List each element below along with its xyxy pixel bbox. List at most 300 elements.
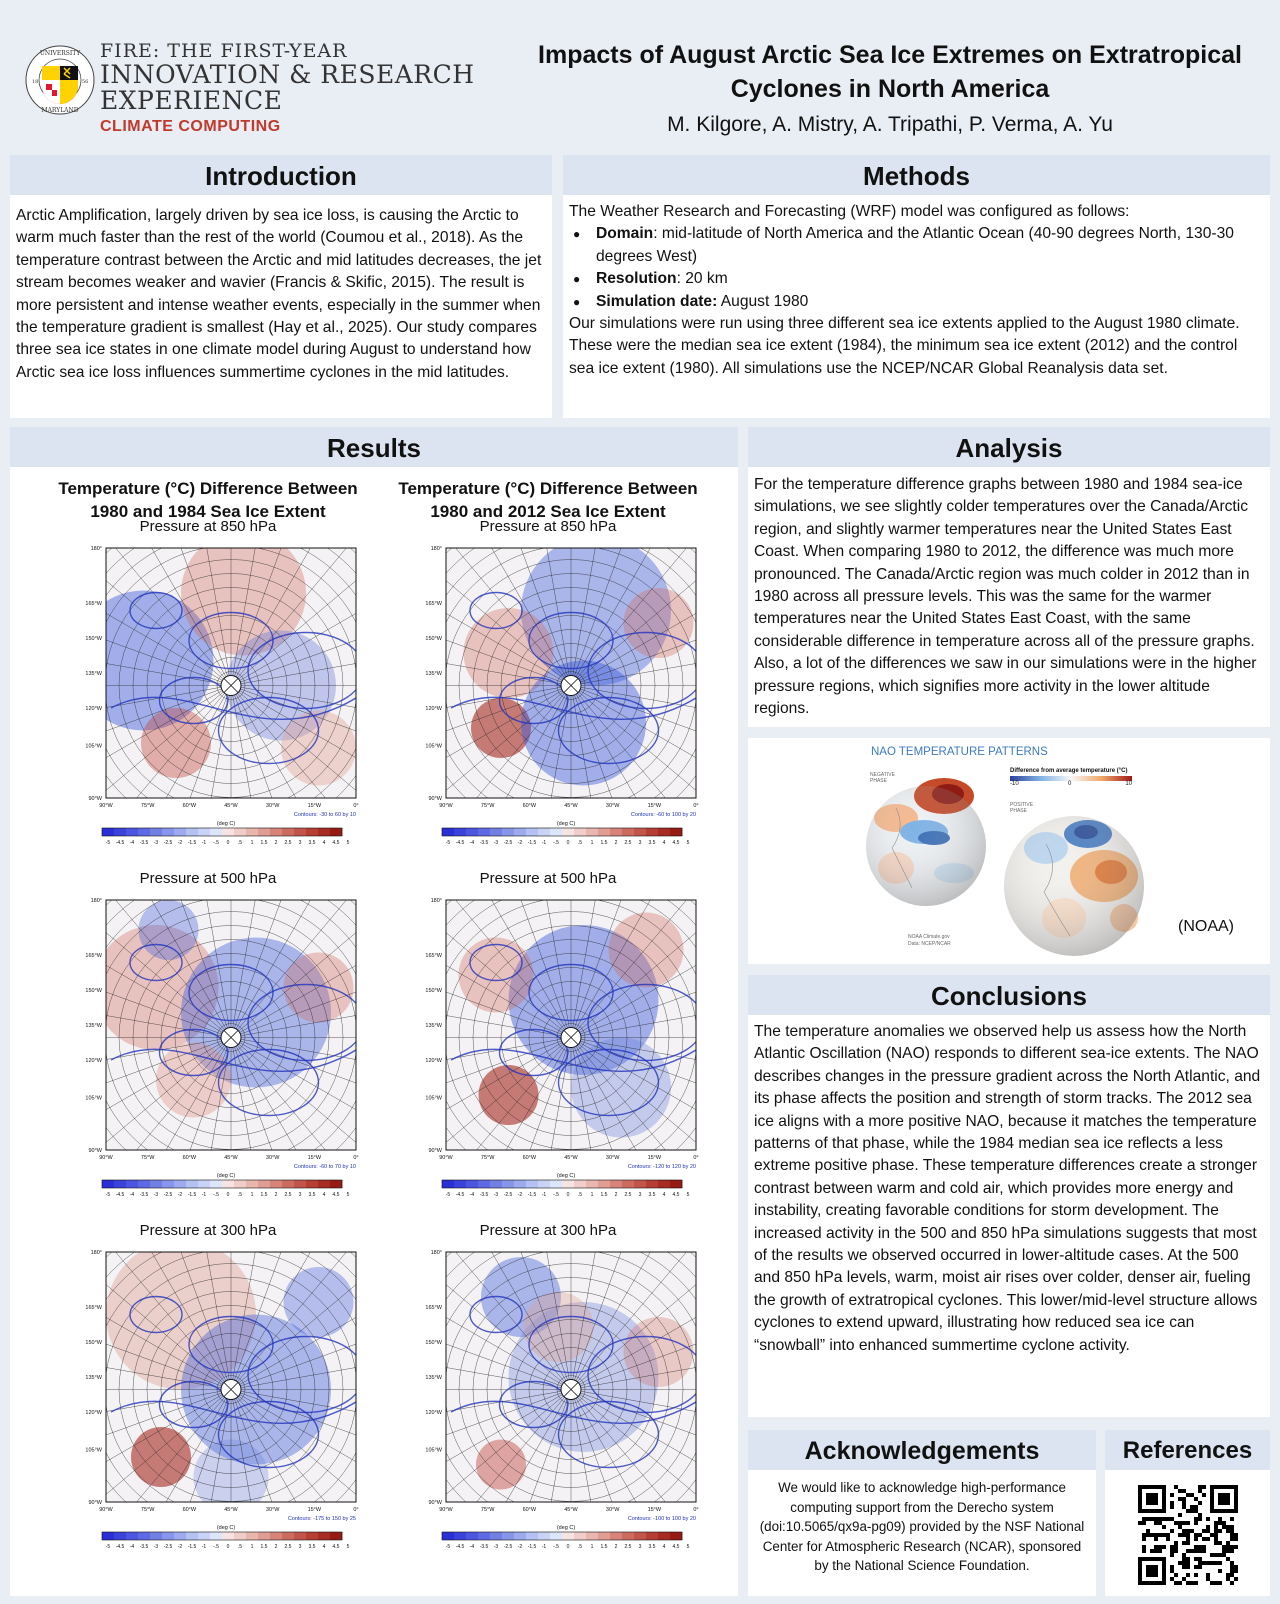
colorbar-tick-label: .5 xyxy=(237,1544,243,1550)
colorbar-swatch xyxy=(246,1532,258,1540)
colorbar-swatch xyxy=(562,1180,574,1188)
colorbar-tick-label: -4.5 xyxy=(115,1192,125,1198)
longitude-tick-label: 0° xyxy=(353,803,359,809)
latitude-tick-label: 120°W xyxy=(425,1410,442,1416)
colorbar-swatch xyxy=(318,1532,330,1540)
bullet-text: : 20 km xyxy=(676,270,728,288)
colorbar-swatch xyxy=(466,1180,478,1188)
latitude-tick-label: 135°W xyxy=(85,1023,102,1029)
colorbar-tick-label: 5 xyxy=(686,1544,690,1550)
colorbar-swatch xyxy=(670,1532,682,1540)
colorbar-swatch xyxy=(586,1532,598,1540)
latitude-tick-label: 120°W xyxy=(425,706,442,712)
latitude-tick-label: 90°W xyxy=(428,796,442,802)
latitude-tick-label: 180° xyxy=(90,546,102,552)
pressure-level-title: Pressure at 850 hPa xyxy=(479,518,617,535)
colorbar-swatch xyxy=(174,828,186,836)
colorbar-tick-label: -2 xyxy=(517,1192,523,1198)
temperature-difference-map xyxy=(70,1246,360,1550)
longitude-tick-label: 75°W xyxy=(140,1155,155,1161)
colorbar-swatch xyxy=(186,1532,198,1540)
colorbar-swatch xyxy=(258,828,270,836)
colorbar-swatch xyxy=(574,1532,586,1540)
colorbar-unit-label: (deg C) xyxy=(556,821,576,827)
nao-credit-1: NOAA Climate.gov xyxy=(908,934,950,940)
colorbar-tick-label: 1.5 xyxy=(600,1544,608,1550)
colorbar-swatch xyxy=(658,828,670,836)
longitude-tick-label: 15°W xyxy=(307,803,322,809)
colorbar-swatch xyxy=(514,828,526,836)
colorbar-tick-label: 5 xyxy=(686,1192,690,1198)
pressure-level-title: Pressure at 850 hPa xyxy=(139,518,277,535)
colorbar-swatch xyxy=(526,1180,538,1188)
colorbar-tick-label: -2.5 xyxy=(163,840,173,846)
longitude-tick-label: 60°W xyxy=(182,803,197,809)
longitude-tick-label: 90°W xyxy=(99,1155,113,1161)
colorbar-swatch xyxy=(562,1532,574,1540)
map-svg xyxy=(70,1246,360,1550)
colorbar-tick-label: 2 xyxy=(614,1544,618,1550)
colorbar-tick-label: 0 xyxy=(226,1544,230,1550)
colorbar-swatch xyxy=(198,1532,210,1540)
colorbar-swatch xyxy=(610,1180,622,1188)
references-qr-code[interactable] xyxy=(1138,1485,1238,1585)
colorbar-swatch xyxy=(306,1180,318,1188)
conclusions-panel xyxy=(748,975,1270,1417)
contour-interval-label: Contours: -30 to 60 by 10 xyxy=(293,812,356,818)
colorbar-tick-label: 1.5 xyxy=(260,1544,268,1550)
colorbar-swatch xyxy=(442,1532,454,1540)
longitude-tick-label: 75°W xyxy=(140,803,155,809)
latitude-tick-label: 135°W xyxy=(425,671,442,677)
analysis-heading: Analysis xyxy=(748,427,1270,467)
colorbar-tick-label: 2.5 xyxy=(284,1192,292,1198)
methods-bullet xyxy=(569,223,1264,268)
longitude-tick-label: 15°W xyxy=(647,1507,662,1513)
colorbar-swatch xyxy=(622,1180,634,1188)
latitude-tick-label: 165°W xyxy=(425,1305,442,1311)
colorbar-unit-label: (deg C) xyxy=(556,1525,576,1531)
colorbar-swatch xyxy=(306,1532,318,1540)
colorbar-swatch xyxy=(330,1180,342,1188)
colorbar-tick-label: 1 xyxy=(590,840,594,846)
pressure-level-title: Pressure at 300 hPa xyxy=(139,1222,277,1239)
colorbar-swatch xyxy=(490,1532,502,1540)
colorbar-tick-label: -2.5 xyxy=(503,1544,513,1550)
latitude-tick-label: 120°W xyxy=(85,1410,102,1416)
poster-title xyxy=(520,38,1260,106)
latitude-tick-label: 105°W xyxy=(85,1095,102,1102)
colorbar-tick-label: 3 xyxy=(638,840,642,846)
colorbar-tick-label: -1.5 xyxy=(527,1192,537,1198)
map-svg xyxy=(410,1246,700,1550)
colorbar-tick-label: .5 xyxy=(577,1544,583,1550)
colorbar-swatch xyxy=(466,828,478,836)
colorbar-tick-label: -3 xyxy=(153,1192,159,1198)
colorbar-tick-label: 4.5 xyxy=(332,1544,340,1550)
colorbar-tick-label: -4.5 xyxy=(455,1544,465,1550)
colorbar-tick-label: -5 xyxy=(445,1192,451,1198)
colorbar-tick-label: -2.5 xyxy=(163,1544,173,1550)
colorbar-tick-label: 5 xyxy=(346,840,350,846)
latitude-tick-label: 90°W xyxy=(88,796,102,802)
colorbar-unit-label: (deg C) xyxy=(556,1173,576,1179)
nao-figure-title: NAO TEMPERATURE PATTERNS xyxy=(871,746,1048,758)
colorbar-swatch xyxy=(162,828,174,836)
colorbar-swatch xyxy=(502,828,514,836)
colorbar-unit-label: (deg C) xyxy=(216,1173,236,1179)
colorbar-swatch xyxy=(138,828,150,836)
colorbar-tick-label: 5 xyxy=(346,1192,350,1198)
colorbar-swatch xyxy=(502,1180,514,1188)
longitude-tick-label: 60°W xyxy=(522,803,537,809)
longitude-tick-label: 15°W xyxy=(307,1155,322,1161)
acknowledgements-body: We would like to acknowledge high-performance computing support from the Derecho system (doi:10.5065/qx9a-pg09) provided by the NSF National Center for Atmospheric Research (NCAR), sponsored by the National Science Foundation. xyxy=(759,1480,1085,1574)
program-logo-text xyxy=(100,40,475,114)
colorbar-swatch xyxy=(162,1180,174,1188)
colorbar-tick-label: -4 xyxy=(469,1192,475,1198)
colorbar-swatch xyxy=(610,828,622,836)
introduction-panel xyxy=(10,155,552,418)
longitude-tick-label: 75°W xyxy=(480,803,495,809)
colorbar-tick-label: 4.5 xyxy=(332,840,340,846)
colorbar-tick-label: 1 xyxy=(590,1192,594,1198)
colorbar-tick-label: -1 xyxy=(201,1192,207,1198)
temperature-difference-map xyxy=(410,1246,700,1550)
bullet-text: August 1980 xyxy=(717,292,809,310)
colorbar-tick-label: -.5 xyxy=(213,1192,219,1198)
colorbar-tick-label: 4 xyxy=(322,1192,326,1198)
colorbar-tick-label: 4.5 xyxy=(332,1192,340,1198)
map-svg xyxy=(70,542,360,846)
colorbar-tick-label: -1.5 xyxy=(187,1192,197,1198)
colorbar-tick-label: .5 xyxy=(577,1192,583,1198)
contour-interval-label: Contours: -175 to 150 by 25 xyxy=(287,1516,356,1522)
colorbar-swatch xyxy=(174,1532,186,1540)
contour-interval-label: Contours: -60 to 100 by 20 xyxy=(630,812,696,818)
methods-bullet-list xyxy=(569,223,1264,313)
nao-negative-label: NEGATIVE PHASE xyxy=(870,772,895,784)
colorbar-swatch xyxy=(454,1532,466,1540)
colorbar-swatch xyxy=(634,828,646,836)
contour-interval-label: Contours: -100 to 100 by 20 xyxy=(627,1516,696,1522)
colorbar-tick-label: -1.5 xyxy=(187,1544,197,1550)
colorbar-tick-label: -4 xyxy=(469,840,475,846)
colorbar-swatch xyxy=(622,1532,634,1540)
colorbar-tick-label: 2 xyxy=(614,1192,618,1198)
map-svg xyxy=(410,894,700,1198)
longitude-tick-label: 0° xyxy=(353,1507,359,1513)
longitude-tick-label: 60°W xyxy=(182,1507,197,1513)
latitude-tick-label: 180° xyxy=(430,1250,442,1256)
nao-legend-mid: 0 xyxy=(1068,781,1072,787)
introduction-body: Arctic Amplification, largely driven by sea ice loss, is causing the Arctic to warm much faster than the rest of the world (Coumou et al., 2018). As the temperature contrast between the Arctic and mid latitudes decreases, the jet stream becomes weaker and wavier (Francis & Skific, 2015). The result is more persistent and intense weather events, especially in the summer when the temperature gradient is smallest (Hay et al., 2025). Our study compares three sea ice states in one climate model during August to understand how Arctic sea ice loss influences summertime cyclones in the mid latitudes. xyxy=(16,207,542,381)
colorbar-tick-label: -5 xyxy=(105,1544,111,1550)
colorbar-tick-label: 2.5 xyxy=(284,840,292,846)
latitude-tick-label: 105°W xyxy=(85,743,102,750)
pressure-level-title: Pressure at 500 hPa xyxy=(479,870,617,887)
temperature-difference-map xyxy=(410,542,700,846)
colorbar-swatch xyxy=(490,1180,502,1188)
colorbar-swatch xyxy=(234,828,246,836)
nao-legend-title: Difference from average temperature (°C) xyxy=(1010,768,1128,774)
nao-positive-label: POSITIVE PHASE xyxy=(1010,802,1034,814)
longitude-tick-label: 30°W xyxy=(605,1155,620,1161)
colorbar-tick-label: -2 xyxy=(177,1192,183,1198)
figure-column-title-line-1: Temperature (°C) Difference Between xyxy=(58,479,358,498)
latitude-tick-label: 135°W xyxy=(425,1375,442,1381)
references-panel xyxy=(1105,1430,1270,1596)
negative-phase-globe xyxy=(866,778,986,906)
colorbar-swatch xyxy=(550,1532,562,1540)
longitude-tick-label: 45°W xyxy=(564,803,578,809)
colorbar-tick-label: 3 xyxy=(298,840,302,846)
contour-interval-label: Contours: -60 to 70 by 10 xyxy=(293,1164,356,1170)
colorbar-tick-label: -2 xyxy=(177,840,183,846)
colorbar-swatch xyxy=(114,1180,126,1188)
colorbar-tick-label: -4 xyxy=(129,840,135,846)
colorbar-tick-label: -1.5 xyxy=(527,840,537,846)
acknowledgements-heading: Acknowledgements xyxy=(748,1430,1096,1470)
conclusions-body: The temperature anomalies we observed help us assess how the North Atlantic Oscillation (NAO) responds to different sea-ice extents. The NAO describes changes in the pressure gradient across the North Atlantic, and its phase affects the position and strength of storm tracks. The 2012 sea ice aligns with a more positive NAO, because it matches the temperature patterns of that phase, while the 1984 median sea ice reflects a less extreme positive phase. These temperature differences create a stronger contrast between warm and cold air, which provides more energy and instability, creating favorable conditions for storm development. The increased activity in the 500 and 850 hPa simulations suggests that most of the results we observed occurred in lower-altitude cases. At the 500 and 850 hPa levels, warm, moist air rises over colder, denser air, fueling the growth of extratropical cyclones. This lower/mid-level structure allows cyclones to extend upward, illustrating how reduced sea ice can “snowball” into enhanced summertime cyclone activity. xyxy=(754,1023,1261,1354)
longitude-tick-label: 90°W xyxy=(439,1507,453,1513)
longitude-tick-label: 30°W xyxy=(265,1507,280,1513)
colorbar-tick-label: 3 xyxy=(298,1544,302,1550)
colorbar-tick-label: -3 xyxy=(493,1192,499,1198)
logo-subtitle: CLIMATE COMPUTING xyxy=(100,118,281,135)
colorbar-swatch xyxy=(538,1532,550,1540)
colorbar-tick-label: 3 xyxy=(638,1192,642,1198)
seal-year-left: 18 xyxy=(32,79,39,85)
nao-legend-max: 10 xyxy=(1125,781,1132,787)
latitude-tick-label: 165°W xyxy=(425,601,442,607)
methods-panel xyxy=(563,155,1270,418)
acknowledgements-panel xyxy=(748,1430,1096,1596)
analysis-body: For the temperature difference graphs between 1980 and 1984 sea-ice simulations, we see slightly colder temperatures over the Canada/Arctic region, and slightly warmer temperatures near the United States East Coast. When comparing 1980 to 2012, the difference was much more pronounced. The Canada/Arctic region was much colder in 2012 than in 1980 across all pressure levels. This was the same for the warmer temperatures near the United States East Coast, with the same considerable difference in temperature across all of the pressure graphs. Also, a lot of the differences we saw in our simulations were in the higher pressure regions, which signifies more activity in the lower altitude regions. xyxy=(754,476,1257,718)
colorbar-tick-label: -1 xyxy=(541,1192,547,1198)
colorbar-tick-label: -.5 xyxy=(213,1544,219,1550)
colorbar-tick-label: -1 xyxy=(201,840,207,846)
colorbar-tick-label: 4 xyxy=(662,1544,666,1550)
colorbar-swatch xyxy=(222,1532,234,1540)
latitude-tick-label: 150°W xyxy=(85,636,102,642)
colorbar-swatch xyxy=(646,828,658,836)
latitude-tick-label: 90°W xyxy=(428,1500,442,1506)
latitude-tick-label: 105°W xyxy=(425,743,442,750)
colorbar-tick-label: -3 xyxy=(153,1544,159,1550)
colorbar-tick-label: -5 xyxy=(445,840,451,846)
colorbar-tick-label: -1 xyxy=(541,840,547,846)
colorbar-tick-label: 3 xyxy=(298,1192,302,1198)
pressure-level-title: Pressure at 500 hPa xyxy=(139,870,277,887)
colorbar-swatch xyxy=(526,828,538,836)
colorbar-tick-label: 1 xyxy=(250,1192,254,1198)
colorbar-swatch xyxy=(610,1532,622,1540)
colorbar-swatch xyxy=(514,1180,526,1188)
longitude-tick-label: 75°W xyxy=(480,1155,495,1161)
methods-heading: Methods xyxy=(563,155,1270,195)
colorbar-swatch xyxy=(586,828,598,836)
longitude-tick-label: 45°W xyxy=(564,1507,578,1513)
colorbar-tick-label: -4.5 xyxy=(115,1544,125,1550)
colorbar-tick-label: -5 xyxy=(105,840,111,846)
colorbar-swatch xyxy=(598,1532,610,1540)
longitude-tick-label: 45°W xyxy=(564,1155,578,1161)
colorbar-tick-label: 2.5 xyxy=(624,840,632,846)
latitude-tick-label: 120°W xyxy=(425,1058,442,1064)
colorbar-swatch xyxy=(270,1180,282,1188)
colorbar-swatch xyxy=(210,828,222,836)
colorbar-swatch xyxy=(598,828,610,836)
colorbar-swatch xyxy=(174,1180,186,1188)
seal-text-bottom: MARYLAND xyxy=(41,107,79,114)
latitude-tick-label: 150°W xyxy=(85,988,102,994)
temperature-difference-map xyxy=(410,894,700,1198)
colorbar-swatch xyxy=(598,1180,610,1188)
colorbar-swatch xyxy=(634,1180,646,1188)
seal-text-top: UNIVERSITY xyxy=(39,50,81,57)
colorbar-tick-label: 1 xyxy=(590,1544,594,1550)
latitude-tick-label: 120°W xyxy=(85,1058,102,1064)
colorbar-tick-label: -3.5 xyxy=(479,1544,489,1550)
latitude-tick-label: 135°W xyxy=(85,1375,102,1381)
colorbar-swatch xyxy=(306,828,318,836)
latitude-tick-label: 105°W xyxy=(85,1447,102,1454)
longitude-tick-label: 90°W xyxy=(439,803,453,809)
colorbar-swatch xyxy=(442,828,454,836)
poster-authors: M. Kilgore, A. Mistry, A. Tripathi, P. Verma, A. Yu xyxy=(667,113,1113,136)
colorbar-swatch xyxy=(198,828,210,836)
longitude-tick-label: 15°W xyxy=(647,803,662,809)
colorbar-swatch xyxy=(282,828,294,836)
colorbar-tick-label: -1 xyxy=(541,1544,547,1550)
colorbar-tick-label: 2 xyxy=(614,840,618,846)
longitude-tick-label: 0° xyxy=(693,1507,699,1513)
longitude-tick-label: 60°W xyxy=(182,1155,197,1161)
colorbar-tick-label: 2.5 xyxy=(624,1544,632,1550)
colorbar-swatch xyxy=(282,1180,294,1188)
longitude-tick-label: 60°W xyxy=(522,1507,537,1513)
colorbar-tick-label: 2 xyxy=(274,1544,278,1550)
colorbar-tick-label: .5 xyxy=(237,1192,243,1198)
longitude-tick-label: 90°W xyxy=(99,803,113,809)
results-panel xyxy=(10,427,738,1596)
latitude-tick-label: 165°W xyxy=(425,953,442,959)
results-heading: Results xyxy=(10,427,738,467)
colorbar-tick-label: -3 xyxy=(493,1544,499,1550)
colorbar-tick-label: 4 xyxy=(662,1192,666,1198)
colorbar-swatch xyxy=(270,828,282,836)
colorbar-tick-label: -2 xyxy=(177,1544,183,1550)
colorbar-swatch xyxy=(234,1532,246,1540)
colorbar-tick-label: 1.5 xyxy=(260,840,268,846)
colorbar-tick-label: -.5 xyxy=(213,840,219,846)
bullet-text: : mid-latitude of North America and the Atlantic Ocean (40-90 degrees North, 130-30 degrees West) xyxy=(596,225,1234,265)
longitude-tick-label: 0° xyxy=(353,1155,359,1161)
colorbar-unit-label: (deg C) xyxy=(216,1525,236,1531)
colorbar-tick-label: -4.5 xyxy=(115,840,125,846)
colorbar-tick-label: -2 xyxy=(517,1544,523,1550)
positive-phase-globe xyxy=(1004,816,1144,956)
latitude-tick-label: 180° xyxy=(90,898,102,904)
colorbar-swatch xyxy=(562,828,574,836)
colorbar-swatch xyxy=(550,1180,562,1188)
colorbar-tick-label: .5 xyxy=(577,840,583,846)
temperature-difference-map xyxy=(70,542,360,846)
colorbar-swatch xyxy=(454,1180,466,1188)
colorbar-swatch xyxy=(150,828,162,836)
bullet-label: Domain xyxy=(596,225,654,243)
pressure-level-title: Pressure at 300 hPa xyxy=(479,1222,617,1239)
methods-lead: The Weather Research and Forecasting (WRF) model was configured as follows: xyxy=(569,203,1130,220)
colorbar-swatch xyxy=(318,1180,330,1188)
colorbar-swatch xyxy=(210,1180,222,1188)
colorbar-swatch xyxy=(294,828,306,836)
colorbar-tick-label: 0 xyxy=(566,1192,570,1198)
colorbar-swatch xyxy=(646,1180,658,1188)
logo-line-3: EXPERIENCE xyxy=(100,86,283,115)
colorbar-swatch xyxy=(658,1180,670,1188)
colorbar-swatch xyxy=(622,828,634,836)
latitude-tick-label: 165°W xyxy=(85,953,102,959)
colorbar-swatch xyxy=(258,1180,270,1188)
longitude-tick-label: 0° xyxy=(693,1155,699,1161)
latitude-tick-label: 150°W xyxy=(425,1340,442,1346)
colorbar-tick-label: 2.5 xyxy=(284,1544,292,1550)
poster-title-line-2: Cyclones in North America xyxy=(730,75,1050,103)
colorbar-swatch xyxy=(634,1532,646,1540)
colorbar-tick-label: 2 xyxy=(274,840,278,846)
colorbar-tick-label: -4.5 xyxy=(455,1192,465,1198)
colorbar-tick-label: 0 xyxy=(566,1544,570,1550)
latitude-tick-label: 150°W xyxy=(425,636,442,642)
latitude-tick-label: 180° xyxy=(430,546,442,552)
colorbar-swatch xyxy=(670,828,682,836)
colorbar-tick-label: -.5 xyxy=(553,1544,559,1550)
colorbar-tick-label: -1 xyxy=(201,1544,207,1550)
colorbar-tick-label: 3.5 xyxy=(648,1544,656,1550)
longitude-tick-label: 15°W xyxy=(307,1507,322,1513)
colorbar-swatch xyxy=(282,1532,294,1540)
longitude-tick-label: 30°W xyxy=(265,803,280,809)
latitude-tick-label: 90°W xyxy=(428,1148,442,1154)
latitude-tick-label: 150°W xyxy=(85,1340,102,1346)
latitude-tick-label: 150°W xyxy=(425,988,442,994)
map-svg xyxy=(410,542,700,846)
colorbar-swatch xyxy=(478,828,490,836)
figure-column-title-line-1: Temperature (°C) Difference Between xyxy=(398,479,698,498)
longitude-tick-label: 45°W xyxy=(224,1507,238,1513)
colorbar-swatch xyxy=(330,828,342,836)
nao-legend-min: -10 xyxy=(1010,781,1019,787)
nao-source: (NOAA) xyxy=(1178,918,1234,935)
longitude-tick-label: 75°W xyxy=(140,1507,155,1513)
colorbar-tick-label: .5 xyxy=(237,840,243,846)
latitude-tick-label: 105°W xyxy=(425,1095,442,1102)
nao-credit-2: Data: NCEP/NCAR xyxy=(908,941,951,947)
colorbar-tick-label: 4.5 xyxy=(672,1192,680,1198)
colorbar-tick-label: 4 xyxy=(322,840,326,846)
colorbar-tick-label: 2 xyxy=(274,1192,278,1198)
colorbar-swatch xyxy=(514,1532,526,1540)
longitude-tick-label: 15°W xyxy=(647,1155,662,1161)
colorbar-tick-label: -2.5 xyxy=(503,1192,513,1198)
logo-line-1: FIRE: THE FIRST-YEAR xyxy=(100,40,348,62)
colorbar-swatch xyxy=(150,1532,162,1540)
colorbar-tick-label: -3.5 xyxy=(479,840,489,846)
colorbar-swatch xyxy=(658,1532,670,1540)
university-seal-logo xyxy=(24,44,96,116)
